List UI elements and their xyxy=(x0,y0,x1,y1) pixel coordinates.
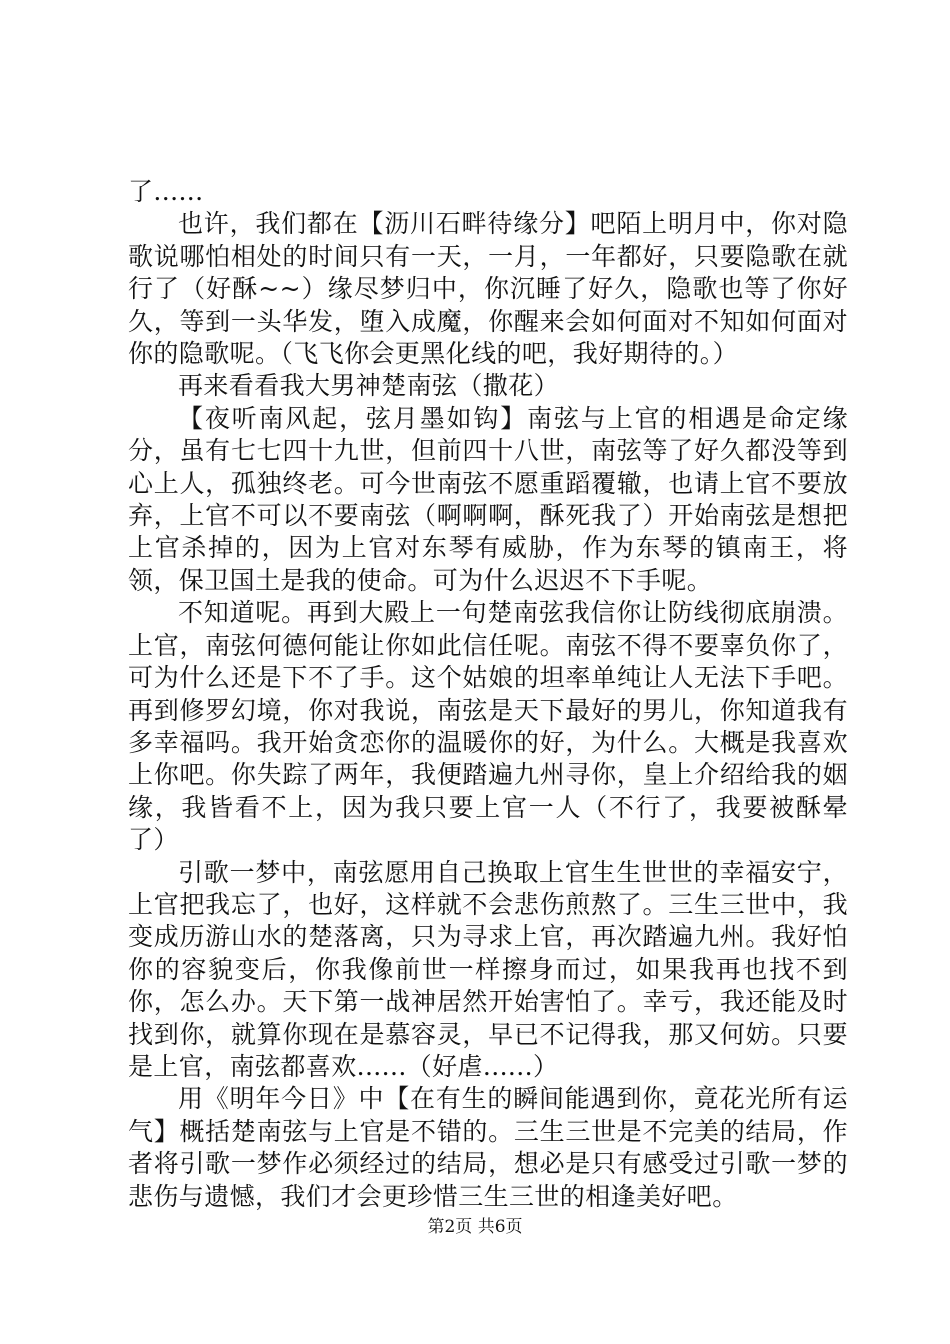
paragraph: 也许，我们都在【沥川石畔待缘分】吧陌上明月中，你对隐歌说哪怕相处的时间只有一天，一月，一年都好，只要隐歌在就行了（好酥~~）缘尽梦归中，你沉睡了好久，隐歌也等了你好久，等到一头华发，堕入成魔，你醒来会如何面对不知如何面对你的隐歌呢。（飞飞你会更黑化线的吧，我好期待的。） xyxy=(128,209,848,369)
paragraph: 用《明年今日》中【在有生的瞬间能遇到你，竟花光所有运气】概括楚南弦与上官是不错的。三生三世是不完美的结局，作者将引歌一梦作必须经过的结局，想必是只有感受过引歌一梦的悲伤与遗憾，我们才会更珍惜三生三世的相逢美好吧。 xyxy=(128,1084,848,1211)
paragraph: 不知道呢。再到大殿上一句楚南弦我信你让防线彻底崩溃。上官，南弦何德何能让你如此信任呢。南弦不得不要辜负你了，可为什么还是下不了手。这个姑娘的坦率单纯让人无法下手吧。再到修罗幻境，你对我说，南弦是天下最好的男儿，你知道我有多幸福吗。我开始贪恋你的温暖你的好，为什么。大概是我喜欢上你吧。你失踪了两年，我便踏遍九州寻你，皇上介绍给我的姻缘，我皆看不上，因为我只要上官一人（不行了，我要被酥晕了） xyxy=(128,598,848,855)
paragraph: 再来看看我大男神楚南弦（撒花） xyxy=(178,371,560,401)
paragraph: 【夜听南风起，弦月墨如钩】南弦与上官的相遇是命定缘分，虽有七七四十九世，但前四十八世，南弦等了好久都没等到心上人，孤独终老。可今世南弦不愿重蹈覆辙，也请上官不要放弃，上官不可以不要南弦（啊啊啊，酥死我了）开始南弦是想把上官杀掉的，因为上官对东琴有威胁，作为东琴的镇南王，将领，保卫国土是我的使命。可为什么迟迟不下手呢。 xyxy=(128,403,848,595)
document-body xyxy=(128,176,848,1213)
page-number-footer: 第2页 共6页 xyxy=(427,1217,523,1237)
paragraph-continuation: 了...... xyxy=(128,177,204,206)
paragraph: 引歌一梦中，南弦愿用自己换取上官生生世世的幸福安宁，上官把我忘了，也好，这样就不会悲伤煎熬了。三生三世中，我变成历游山水的楚落离，只为寻求上官，再次踏遍九州。我好怕你的容貌变后，你我像前世一样擦身而过，如果我再也找不到你，怎么办。天下第一战神居然开始害怕了。幸亏，我还能及时找到你，就算你现在是慕容灵，早已不记得我，那又何妨。只要是上官，南弦都喜欢......（好虐......） xyxy=(128,857,848,1081)
